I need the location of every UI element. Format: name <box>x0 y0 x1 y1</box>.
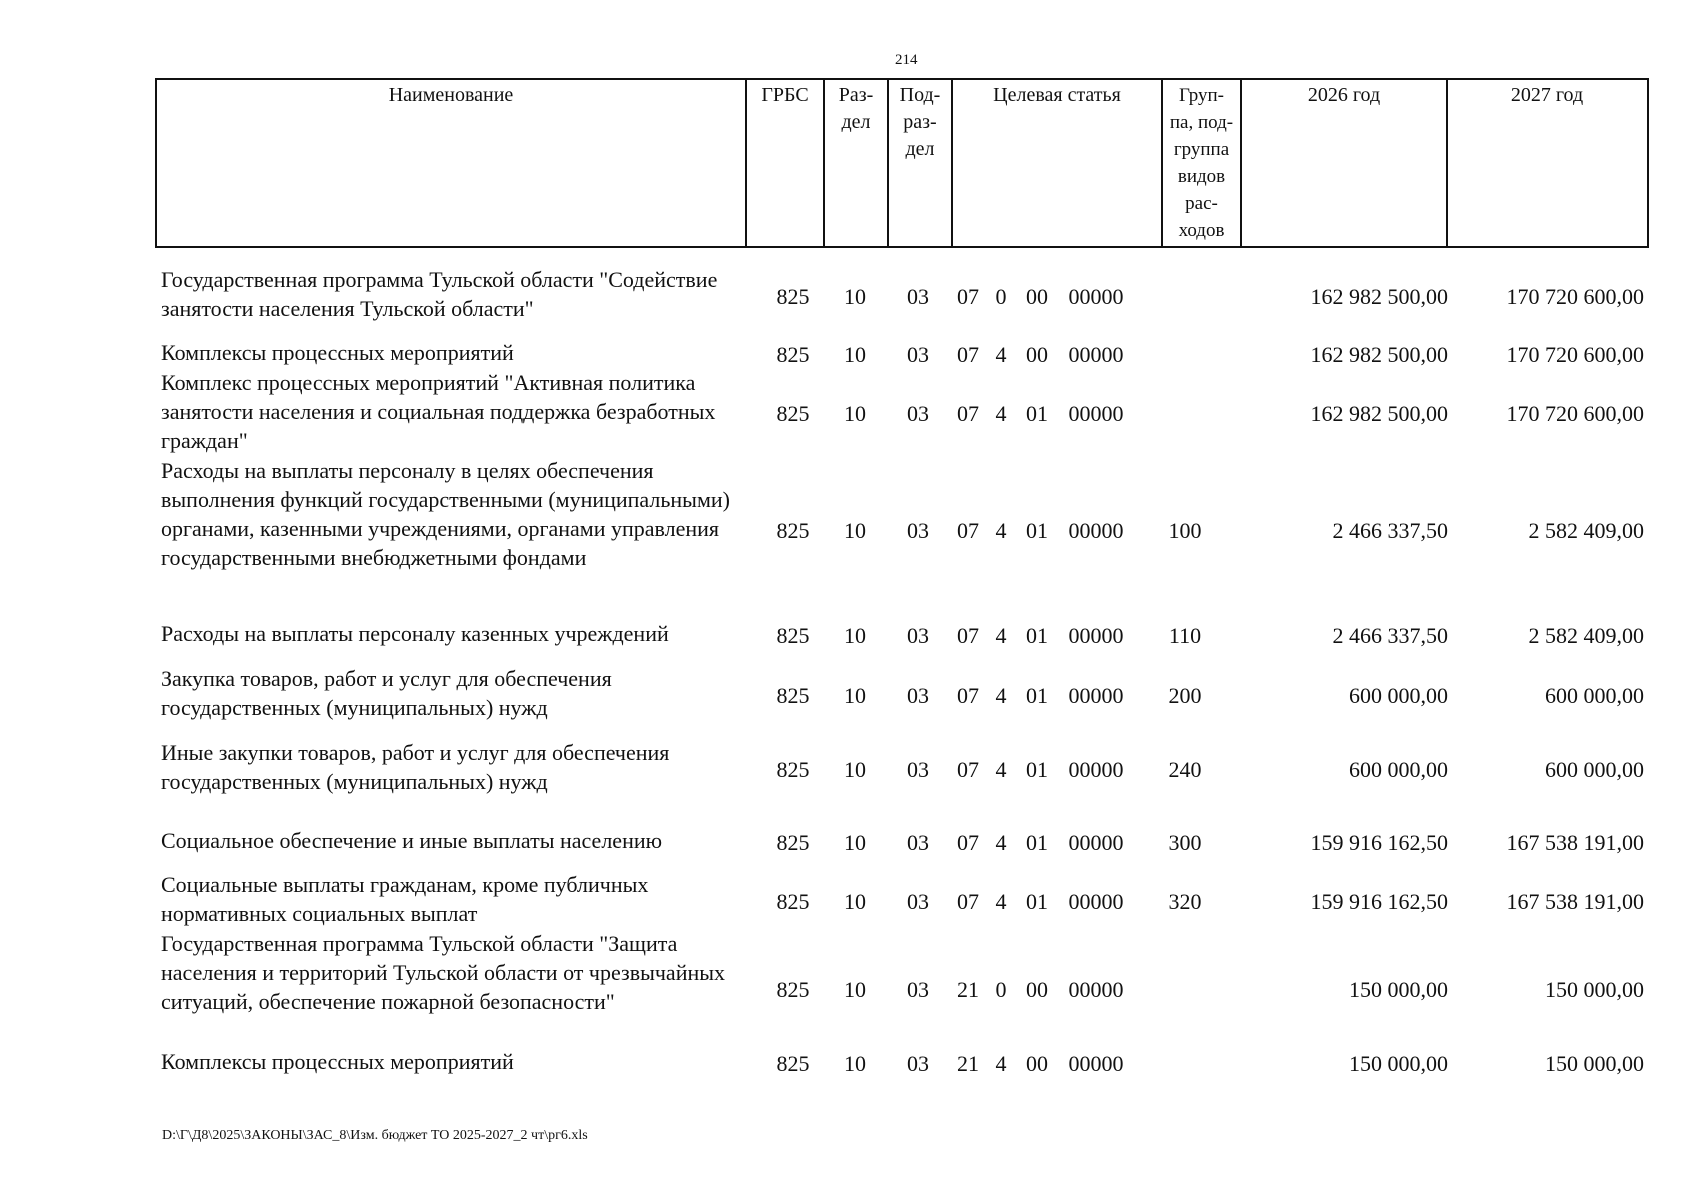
target-code-cell: 00000 <box>1068 1051 1124 1076</box>
razdel-cell: 10 <box>844 888 866 914</box>
target-program-cell: 07 <box>957 682 979 708</box>
expense-group-cell: 320 <box>1168 888 1202 914</box>
amount-2026-cell: 2 466 337,50 <box>1332 623 1448 648</box>
table-row <box>155 738 1649 796</box>
amount-2026-cell: 150 000,00 <box>1349 1051 1448 1076</box>
file-path-footer: D:\Г\Д8\2025\ЗАКОНЫ\ЗАС_8\Изм. бюджет ТО 2025-2027_2 чт\рг6.xls <box>162 1128 588 1143</box>
target-type-cell: 4 <box>995 830 1007 855</box>
grbs-cell: 825 <box>776 830 810 855</box>
grbs-cell: 825 <box>776 401 810 426</box>
razdel-cell: 10 <box>844 623 866 648</box>
grbs-cell: 825 <box>776 888 810 914</box>
amount-2027-cell: 600 000,00 <box>1545 756 1644 782</box>
header-name: Наименование <box>157 80 747 246</box>
grbs-cell: 825 <box>776 283 810 309</box>
target-program-cell: 07 <box>957 401 979 426</box>
target-type-cell: 4 <box>995 888 1007 914</box>
header-group: Груп- па, под- группа видов рас- ходов <box>1163 80 1242 246</box>
target-code-cell: 00000 <box>1068 342 1124 367</box>
grbs-cell: 825 <box>776 518 810 543</box>
target-program-cell: 07 <box>957 756 979 782</box>
target-type-cell: 4 <box>995 401 1007 426</box>
table-row <box>155 870 1649 928</box>
target-subgroup-cell: 01 <box>1026 518 1048 543</box>
expense-group-cell: 110 <box>1168 623 1202 648</box>
amount-2026-cell: 162 982 500,00 <box>1310 401 1448 426</box>
amount-2027-cell: 167 538 191,00 <box>1506 888 1644 914</box>
target-code-cell: 00000 <box>1068 623 1124 648</box>
target-type-cell: 4 <box>995 756 1007 782</box>
target-program-cell: 21 <box>957 1051 979 1076</box>
target-type-cell: 4 <box>995 1051 1007 1076</box>
target-program-cell: 07 <box>957 888 979 914</box>
target-program-cell: 07 <box>957 623 979 648</box>
podrazdel-cell: 03 <box>907 518 929 543</box>
podrazdel-cell: 03 <box>907 756 929 782</box>
podrazdel-cell: 03 <box>907 1051 929 1076</box>
header-grbs: ГРБС <box>747 80 825 246</box>
amount-2026-cell: 162 982 500,00 <box>1310 342 1448 367</box>
row-name: Государственная программа Тульской области "Содействие занятости населения Тульской области" <box>161 267 718 321</box>
podrazdel-cell: 03 <box>907 401 929 426</box>
grbs-cell: 825 <box>776 756 810 782</box>
header-year-2026: 2026 год <box>1242 80 1448 246</box>
header-razdel: Раз- дел <box>825 80 889 246</box>
grbs-cell: 825 <box>776 976 810 1002</box>
target-program-cell: 07 <box>957 830 979 855</box>
row-name: Закупка товаров, работ и услуг для обеспечения государственных (муниципальных) нужд <box>161 666 612 720</box>
target-program-cell: 07 <box>957 518 979 543</box>
grbs-cell: 825 <box>776 623 810 648</box>
target-code-cell: 00000 <box>1068 401 1124 426</box>
table-row <box>155 664 1649 722</box>
razdel-cell: 10 <box>844 830 866 855</box>
target-subgroup-cell: 01 <box>1026 756 1048 782</box>
target-subgroup-cell: 00 <box>1026 342 1048 367</box>
table-row <box>155 456 1649 601</box>
target-subgroup-cell: 01 <box>1026 888 1048 914</box>
target-subgroup-cell: 01 <box>1026 623 1048 648</box>
amount-2027-cell: 170 720 600,00 <box>1506 401 1644 426</box>
grbs-cell: 825 <box>776 1051 810 1076</box>
target-program-cell: 07 <box>957 283 979 309</box>
target-type-cell: 4 <box>995 342 1007 367</box>
table-row <box>155 826 1649 855</box>
target-code-cell: 00000 <box>1068 756 1124 782</box>
target-code-cell: 00000 <box>1068 518 1124 543</box>
expense-group-cell: 100 <box>1168 518 1202 543</box>
amount-2027-cell: 170 720 600,00 <box>1506 342 1644 367</box>
header-podrazdel: Под- раз- дел <box>889 80 953 246</box>
target-code-cell: 00000 <box>1068 682 1124 708</box>
expense-group-cell: 200 <box>1168 682 1202 708</box>
target-subgroup-cell: 00 <box>1026 1051 1048 1076</box>
expense-group-cell: 300 <box>1168 830 1202 855</box>
table-row <box>155 338 1649 367</box>
expense-group-cell: 240 <box>1168 756 1202 782</box>
podrazdel-cell: 03 <box>907 830 929 855</box>
table-header <box>155 78 1649 248</box>
row-name: Комплексы процессных мероприятий <box>161 1049 514 1074</box>
amount-2027-cell: 150 000,00 <box>1545 1051 1644 1076</box>
target-type-cell: 0 <box>995 283 1007 309</box>
row-name: Комплекс процессных мероприятий "Активная политика занятости населения и социальная поддержка безработных граждан" <box>161 370 716 453</box>
target-code-cell: 00000 <box>1068 976 1124 1002</box>
target-subgroup-cell: 01 <box>1026 830 1048 855</box>
target-type-cell: 0 <box>995 976 1007 1002</box>
table-row <box>155 929 1649 1045</box>
table-row <box>155 265 1649 323</box>
podrazdel-cell: 03 <box>907 682 929 708</box>
podrazdel-cell: 03 <box>907 888 929 914</box>
row-name: Государственная программа Тульской области "Защита населения и территорий Тульской области от чрезвычайных ситуаций, обеспечение пожарной безопасности" <box>161 931 726 1014</box>
podrazdel-cell: 03 <box>907 283 929 309</box>
razdel-cell: 10 <box>844 283 866 309</box>
target-subgroup-cell: 01 <box>1026 682 1048 708</box>
grbs-cell: 825 <box>776 682 810 708</box>
page-number: 214 <box>895 52 918 68</box>
header-target: Целевая статья <box>953 80 1163 246</box>
table-row <box>155 619 1649 648</box>
podrazdel-cell: 03 <box>907 976 929 1002</box>
amount-2026-cell: 162 982 500,00 <box>1310 283 1448 309</box>
amount-2026-cell: 159 916 162,50 <box>1310 830 1448 855</box>
amount-2027-cell: 170 720 600,00 <box>1506 283 1644 309</box>
razdel-cell: 10 <box>844 976 866 1002</box>
row-name: Комплексы процессных мероприятий <box>161 340 514 365</box>
amount-2027-cell: 167 538 191,00 <box>1506 830 1644 855</box>
amount-2027-cell: 150 000,00 <box>1545 976 1644 1002</box>
row-name: Социальные выплаты гражданам, кроме публичных нормативных социальных выплат <box>161 872 649 926</box>
target-program-cell: 07 <box>957 342 979 367</box>
podrazdel-cell: 03 <box>907 342 929 367</box>
grbs-cell: 825 <box>776 342 810 367</box>
amount-2026-cell: 150 000,00 <box>1349 976 1448 1002</box>
target-type-cell: 4 <box>995 682 1007 708</box>
amount-2026-cell: 2 466 337,50 <box>1332 518 1448 543</box>
razdel-cell: 10 <box>844 682 866 708</box>
amount-2026-cell: 600 000,00 <box>1349 682 1448 708</box>
razdel-cell: 10 <box>844 756 866 782</box>
amount-2027-cell: 2 582 409,00 <box>1528 518 1644 543</box>
razdel-cell: 10 <box>844 518 866 543</box>
target-code-cell: 00000 <box>1068 830 1124 855</box>
header-year-2027: 2027 год <box>1510 84 1584 106</box>
razdel-cell: 10 <box>844 401 866 426</box>
target-subgroup-cell: 00 <box>1026 283 1048 309</box>
target-type-cell: 4 <box>995 518 1007 543</box>
target-subgroup-cell: 01 <box>1026 401 1048 426</box>
target-subgroup-cell: 00 <box>1026 976 1048 1002</box>
table-row <box>155 1047 1649 1076</box>
row-name: Социальное обеспечение и иные выплаты населению <box>161 828 663 853</box>
target-code-cell: 00000 <box>1068 888 1124 914</box>
amount-2027-cell: 2 582 409,00 <box>1528 623 1644 648</box>
row-name: Расходы на выплаты персоналу в целях обеспечения выполнения функций государственными (муниципальными) органами, казенными учреждениями, органами управления государственными внебюджетными фондами <box>161 458 730 570</box>
razdel-cell: 10 <box>844 1051 866 1076</box>
razdel-cell: 10 <box>844 342 866 367</box>
table-row <box>155 368 1649 455</box>
row-name: Расходы на выплаты персоналу казенных учреждений <box>161 621 669 646</box>
podrazdel-cell: 03 <box>907 623 929 648</box>
amount-2027-cell: 600 000,00 <box>1545 682 1644 708</box>
amount-2026-cell: 159 916 162,50 <box>1310 888 1448 914</box>
target-code-cell: 00000 <box>1068 283 1124 309</box>
row-name: Иные закупки товаров, работ и услуг для обеспечения государственных (муниципальных) нужд <box>161 740 670 794</box>
target-program-cell: 21 <box>957 976 979 1002</box>
target-type-cell: 4 <box>995 623 1007 648</box>
amount-2026-cell: 600 000,00 <box>1349 756 1448 782</box>
